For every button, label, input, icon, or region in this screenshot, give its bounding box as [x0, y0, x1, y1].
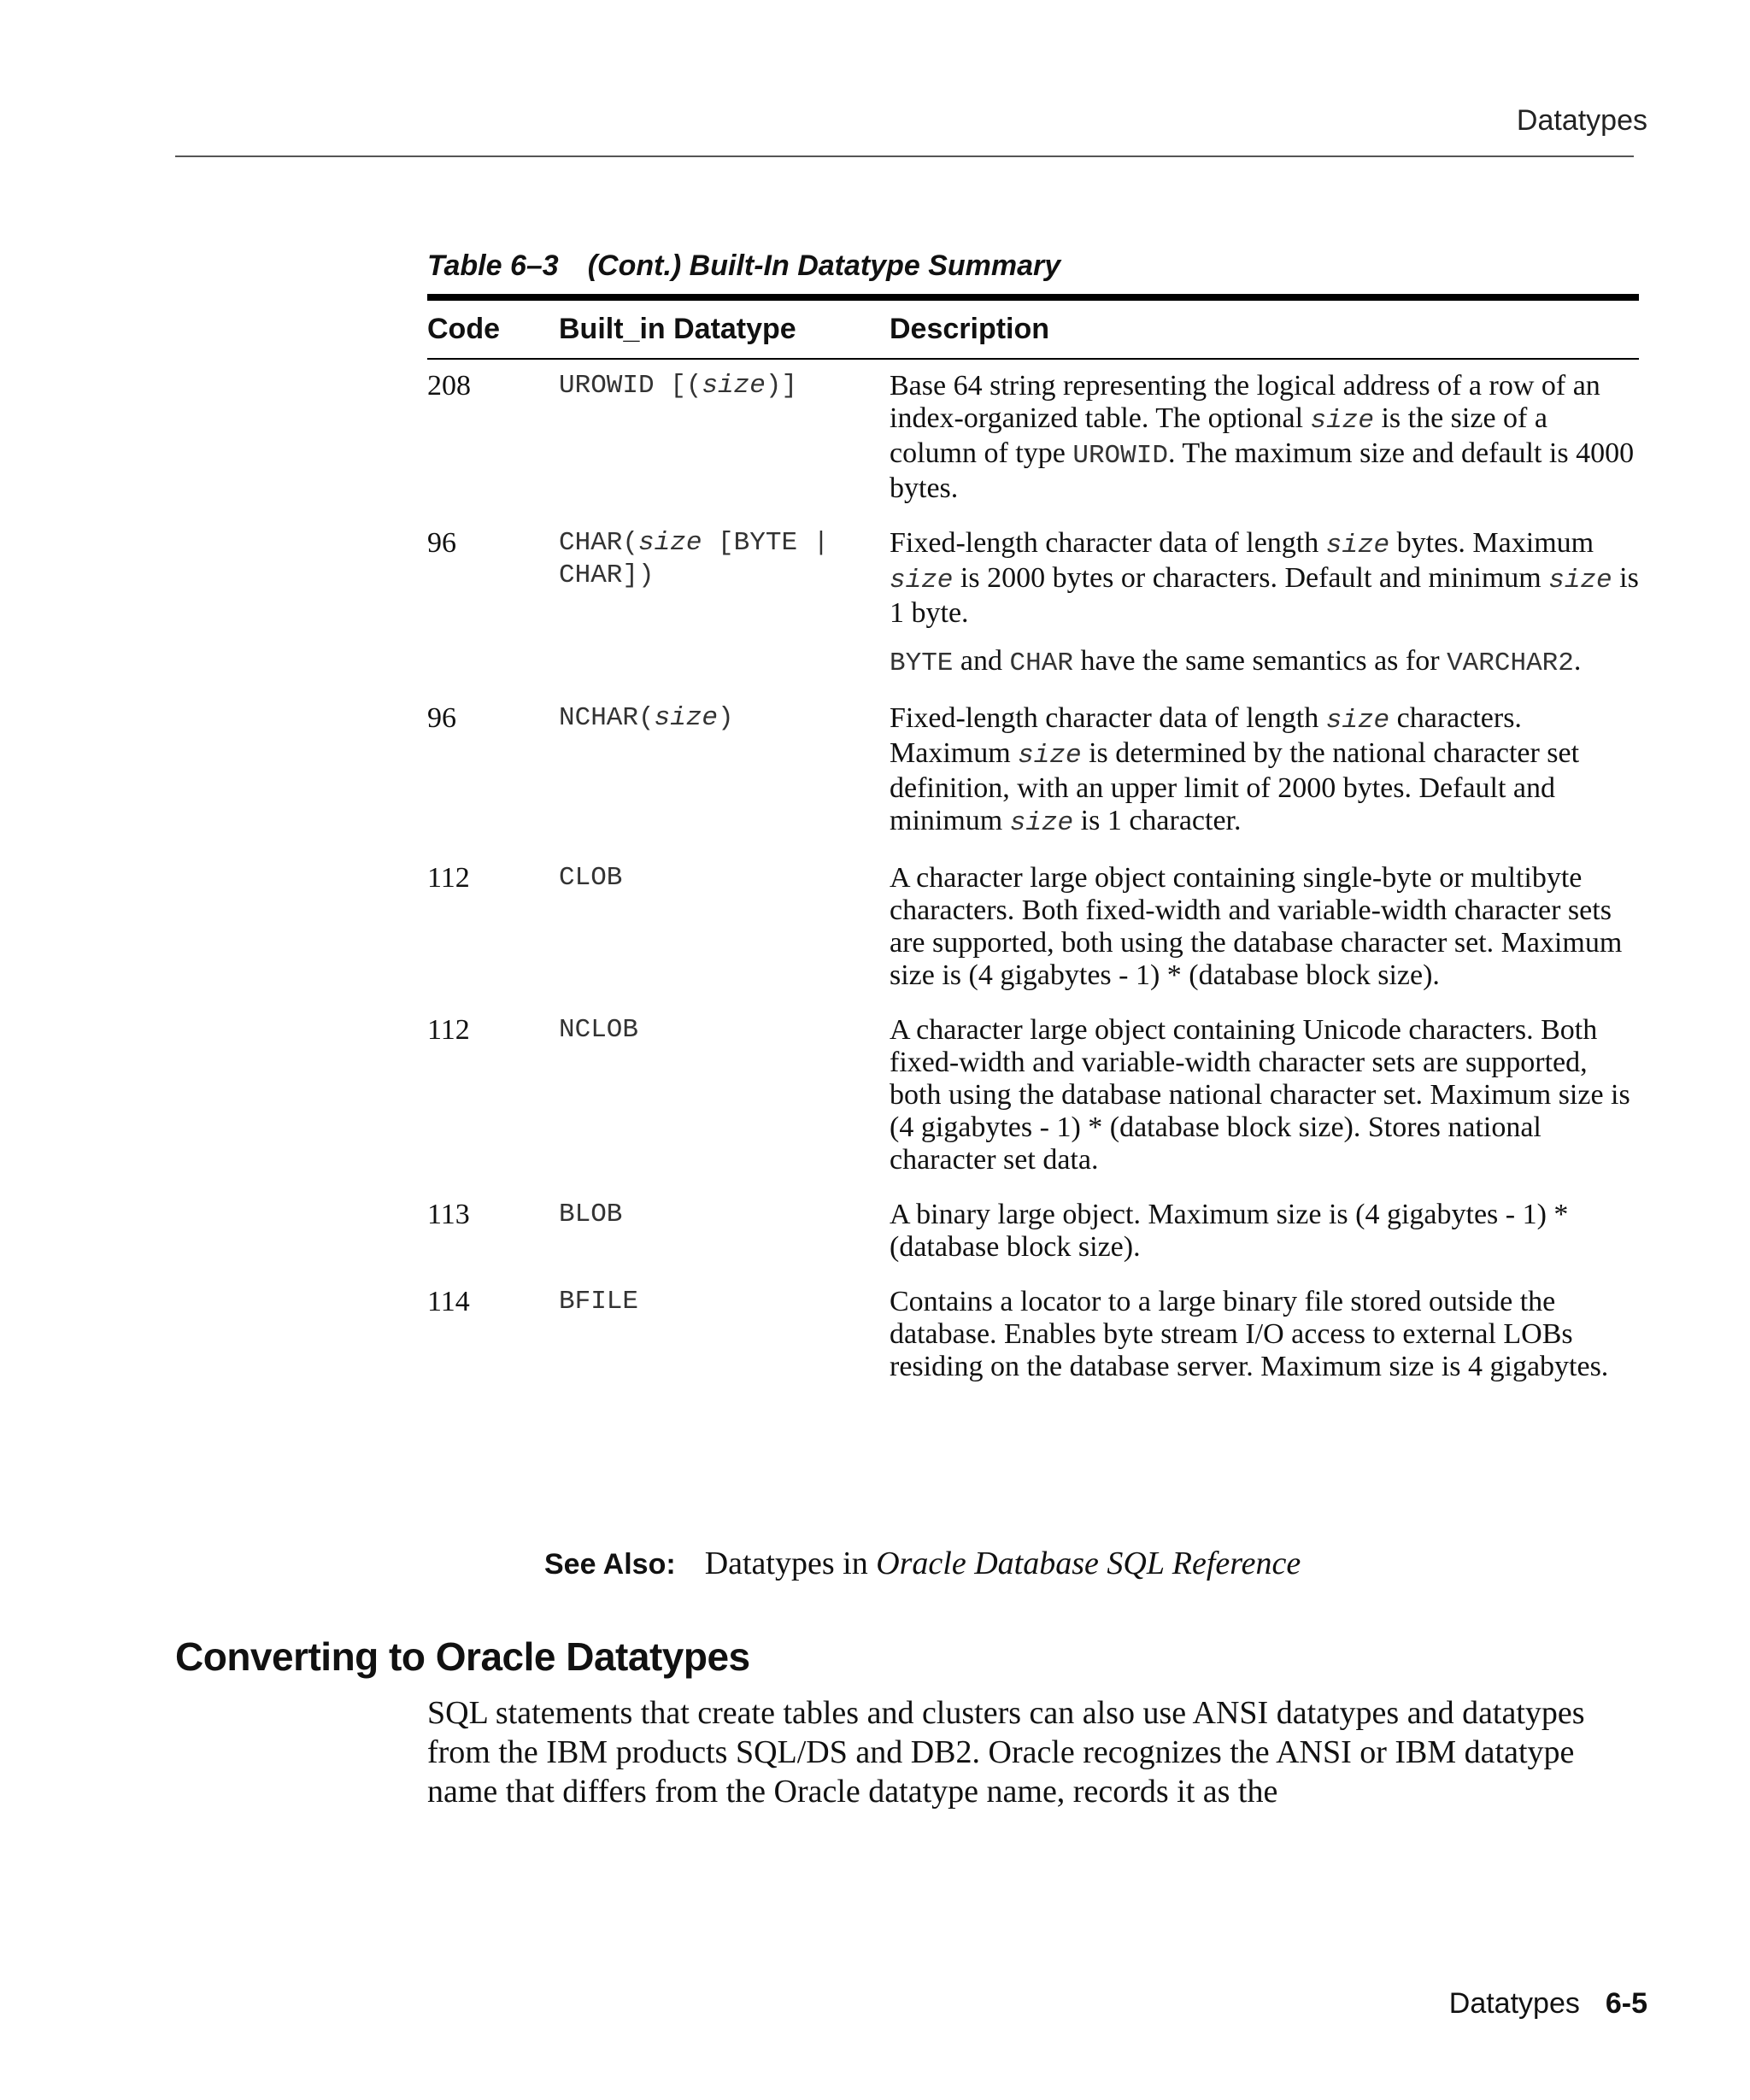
datatype-segment: NCLOB [559, 1015, 639, 1045]
datatype-segment: size [702, 371, 766, 401]
cell-code: 112 [427, 862, 470, 894]
datatype-segment: size [654, 703, 719, 733]
description-segment: UROWID [1072, 441, 1168, 471]
description-segment: size [1018, 741, 1082, 771]
datatype-segment: [BYTE | CHAR]) [559, 528, 830, 590]
description-segment: CHAR [1009, 648, 1073, 678]
table-caption-number: Table 6–3 [427, 249, 559, 282]
datatype-segment: CLOB [559, 863, 623, 893]
section-title: Converting to Oracle Datatypes [175, 1634, 750, 1679]
description-segment: size [1548, 566, 1612, 595]
footer-chapter: Datatypes [1448, 1987, 1580, 2020]
description-segment: Fixed-length character data of length [890, 527, 1326, 559]
cell-datatype [559, 862, 890, 1014]
description-segment: characters. Maximum [890, 702, 1522, 769]
description-segment: . The maximum size and default is 4000 bytes. [890, 437, 1635, 504]
cell-description [890, 702, 1639, 862]
table-row [427, 359, 1639, 527]
description-paragraph [890, 370, 1639, 505]
description-segment: bytes. Maximum [1389, 527, 1594, 559]
description-segment: is the size of a column of type [890, 402, 1547, 469]
table-top-rule [427, 294, 1639, 301]
cell-datatype [559, 1014, 890, 1199]
page-footer [1449, 1987, 1647, 2021]
datatype-segment: BLOB [559, 1200, 623, 1229]
datatype-segment: BFILE [559, 1287, 639, 1317]
description-segment: . [1573, 645, 1582, 677]
cell-code: 96 [427, 702, 456, 734]
cell-description [890, 1014, 1639, 1199]
see-also-note [544, 1545, 1301, 1582]
description-segment: have the same semantics as for [1072, 645, 1448, 677]
cell-datatype [559, 359, 890, 527]
description-segment: is determined by the national character set definition, with an upper limit of 2000 bytes. Default and minimum [890, 737, 1580, 836]
description-paragraph [890, 1286, 1639, 1383]
description-segment: is 1 character. [1073, 805, 1242, 836]
description-segment: and [953, 645, 1010, 677]
page-number: 6-5 [1605, 1987, 1647, 2020]
section-body: SQL statements that create tables and clusters can also use ANSI datatypes and datatypes from the IBM products SQL/DS and DB2. Oracle recognizes the ANSI or IBM datatype name that differs from the Oracle datatype name, records it as the [427, 1695, 1585, 1810]
table-row [427, 702, 1639, 862]
datatype-segment: )] [765, 371, 798, 401]
description-segment: is 1 byte. [890, 562, 1639, 629]
description-segment: A binary large object. Maximum size is (4 gigabytes - 1) * (database block size). [890, 1199, 1569, 1263]
description-segment: size [1310, 406, 1374, 436]
description-paragraph [890, 527, 1639, 630]
table-caption-title: (Cont.) Built-In Datatype Summary [587, 249, 1061, 282]
datatype-segment: CHAR( [559, 528, 639, 558]
column-header-datatype: Built_in Datatype [559, 301, 890, 359]
description-segment: size [1325, 531, 1390, 560]
cell-description [890, 1199, 1639, 1286]
description-segment: size [1325, 706, 1390, 736]
datatype-table [427, 294, 1639, 1405]
datatype-segment: ) [718, 703, 734, 733]
cell-code: 208 [427, 370, 471, 402]
cell-description [890, 527, 1639, 702]
running-head: Datatypes [1516, 104, 1647, 137]
datatype-segment: UROWID [( [559, 371, 702, 401]
description-paragraph [890, 862, 1639, 992]
cell-code: 96 [427, 527, 456, 559]
table-row [427, 1199, 1639, 1286]
cell-code: 114 [427, 1286, 470, 1317]
description-segment: BYTE [890, 648, 954, 678]
cell-datatype [559, 702, 890, 862]
description-paragraph [890, 645, 1639, 680]
column-header-code: Code [427, 301, 559, 359]
description-segment: size [890, 566, 954, 595]
description-segment: Base 64 string representing the logical address of a row of an index-organized table. The optional [890, 370, 1600, 434]
table-row [427, 527, 1639, 702]
table-header-row [427, 301, 1639, 359]
datatype-segment: NCHAR( [559, 703, 655, 733]
description-segment: size [1009, 808, 1074, 838]
column-header-description: Description [890, 301, 1639, 359]
description-paragraph [890, 702, 1639, 840]
header-rule [175, 155, 1634, 157]
cell-code: 112 [427, 1014, 470, 1046]
cell-code: 113 [427, 1199, 470, 1230]
table-row [427, 1286, 1639, 1405]
description-segment: A character large object containing Unicode characters. Both fixed-width and variable-width character sets are supported, both using the database national character set. Maximum size is (4 gigabytes - 1) * (database block size). Stores national character set data. [890, 1014, 1630, 1176]
description-segment: VARCHAR2 [1447, 648, 1574, 678]
see-also-reference: Oracle Database SQL Reference [876, 1546, 1301, 1581]
cell-description [890, 862, 1639, 1014]
cell-description [890, 359, 1639, 527]
cell-datatype [559, 1286, 890, 1405]
description-segment: Fixed-length character data of length [890, 702, 1326, 734]
cell-datatype [559, 1199, 890, 1286]
description-segment: A character large object containing single-byte or multibyte characters. Both fixed-width and variable-width character sets are supported, both using the database character set. Maximum size is (4 gigabytes - 1) * (database block size). [890, 862, 1623, 991]
description-segment: is 2000 bytes or characters. Default and minimum [953, 562, 1549, 594]
datatype-segment: size [638, 528, 702, 558]
description-segment: Contains a locator to a large binary file stored outside the database. Enables byte stream I/O access to external LOBs residing on the database server. Maximum size is 4 gigabytes. [890, 1286, 1609, 1382]
table-row [427, 862, 1639, 1014]
table-caption [427, 249, 1060, 283]
description-paragraph [890, 1199, 1639, 1264]
see-also-text: Datatypes in [704, 1546, 877, 1581]
cell-description [890, 1286, 1639, 1405]
description-paragraph [890, 1014, 1639, 1176]
table-row [427, 1014, 1639, 1199]
cell-datatype [559, 527, 890, 702]
see-also-label: See Also: [544, 1548, 676, 1581]
